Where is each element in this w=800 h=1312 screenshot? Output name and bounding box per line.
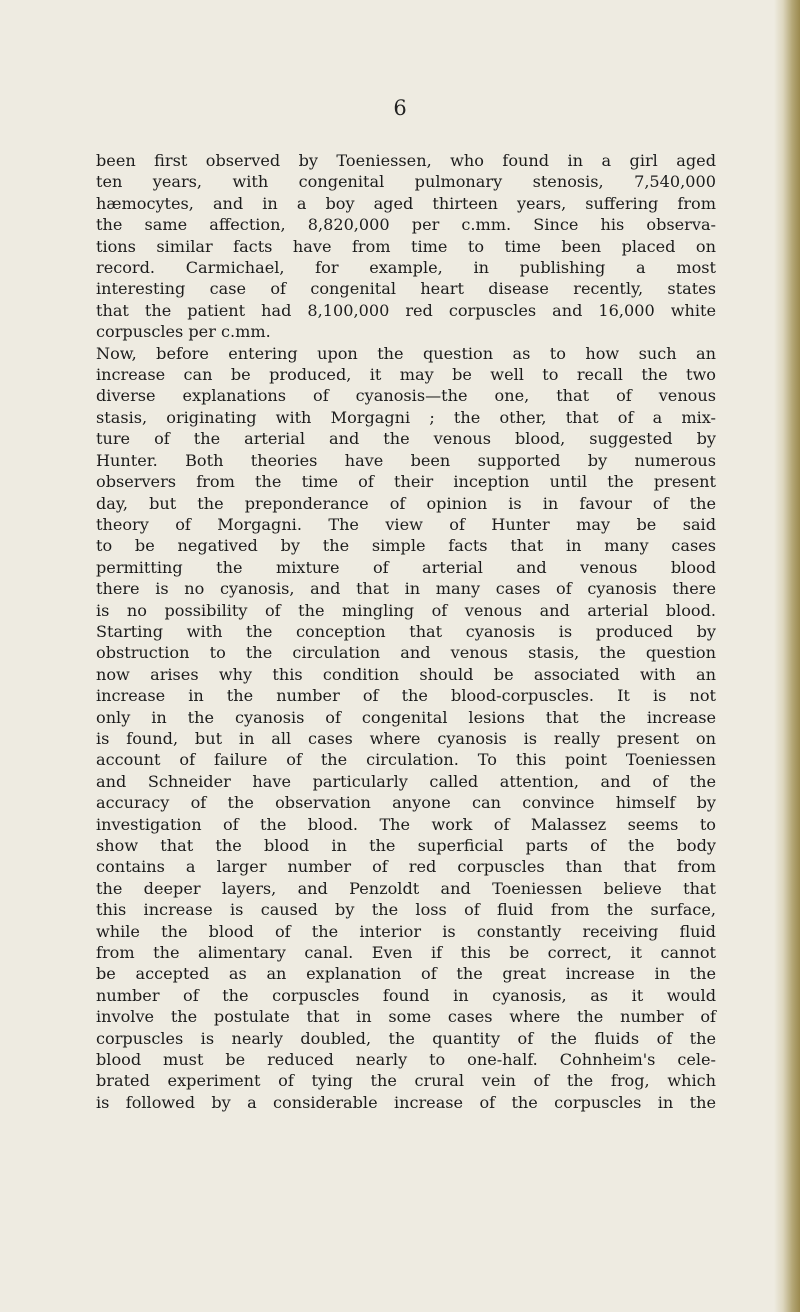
text-line: theory of Morgagni. The view of Hunter may be said xyxy=(96,514,716,534)
text-line: Hunter. Both theories have been supported by numerous xyxy=(96,450,716,470)
text-line: ten years, with congenital pulmonary stenosis, 7,540,000 xyxy=(96,172,716,192)
text-line: is followed by a considerable increase of the corpuscles in the xyxy=(96,1092,716,1112)
text-line: while the blood of the interior is constantly receiving fluid xyxy=(96,921,716,941)
text-line: is no possibility of the mingling of venous and arterial blood. xyxy=(96,600,716,620)
text-line: show that the blood in the superficial parts of the body xyxy=(96,836,716,855)
text-line: the deeper layers, and Penzoldt and Toeniessen believe that xyxy=(96,878,716,898)
text-line: involve the postulate that in some cases where the number of xyxy=(96,1007,716,1027)
text-line: the same affection, 8,820,000 per c.mm. Since his observa- xyxy=(96,215,716,235)
text-line: is found, but in all cases where cyanosis is really present on xyxy=(96,728,716,748)
text-line: account of failure of the circulation. To this point Toeniessen xyxy=(96,750,716,770)
text-line: increase can be produced, it may be well to recall the two xyxy=(96,365,716,385)
text-line: interesting case of congenital heart disease recently, states xyxy=(96,279,716,299)
text-line: there is no cyanosis, and that in many cases of cyanosis there xyxy=(96,579,716,599)
text-line: tions similar facts have from time to time been placed on xyxy=(96,236,716,256)
text-line: stasis, originating with Morgagni ; the other, that of a mix- xyxy=(96,407,716,427)
text-line: to be negatived by the simple facts that in many cases xyxy=(96,536,716,556)
text-line: investigation of the blood. The work of Malassez seems to xyxy=(96,814,716,834)
text-line: Starting with the conception that cyanosis is produced by xyxy=(96,621,716,641)
text-line: day, but the preponderance of opinion is in favour of the xyxy=(96,493,716,513)
text-line: now arises why this condition should be associated with an xyxy=(96,664,716,684)
page-edge-shadow xyxy=(774,0,800,1312)
text-line: number of the corpuscles found in cyanosis, as it would xyxy=(96,985,716,1005)
text-line: corpuscles per c.mm. xyxy=(96,322,271,342)
text-line: obstruction to the circulation and venous stasis, the question xyxy=(96,643,716,663)
body-text xyxy=(96,150,716,1113)
text-line: hæmocytes, and in a boy aged thirteen years, suffering from xyxy=(96,193,716,213)
text-line: been first observed by Toeniessen, who found in a girl aged xyxy=(96,151,716,170)
text-line: corpuscles is nearly doubled, the quantity of the fluids of the xyxy=(96,1028,716,1048)
text-line: that the patient had 8,100,000 red corpuscles and 16,000 white xyxy=(96,300,716,320)
text-line: blood must be reduced nearly to one-half. Cohnheim's cele- xyxy=(96,1050,716,1070)
text-line: from the alimentary canal. Even if this be correct, it cannot xyxy=(96,943,716,963)
text-line: increase in the number of the blood-corpuscles. It is not xyxy=(96,686,716,706)
text-line: and Schneider have particularly called attention, and of the xyxy=(96,771,716,791)
text-line: only in the cyanosis of congenital lesions that the increase xyxy=(96,707,716,727)
text-line: be accepted as an explanation of the great increase in the xyxy=(96,964,716,984)
text-line: ture of the arterial and the venous blood, suggested by xyxy=(96,429,716,449)
text-line: contains a larger number of red corpuscles than that from xyxy=(96,857,716,877)
page-number: 6 xyxy=(393,96,407,120)
text-line: Now, before entering upon the question as to how such an xyxy=(96,343,716,363)
text-line: accuracy of the observation anyone can convince himself by xyxy=(96,793,716,813)
text-line: record. Carmichael, for example, in publishing a most xyxy=(96,258,716,278)
text-line: this increase is caused by the loss of fluid from the surface, xyxy=(96,900,716,920)
text-line: observers from the time of their inception until the present xyxy=(96,472,716,492)
text-line: permitting the mixture of arterial and venous blood xyxy=(96,557,716,577)
text-line: diverse explanations of cyanosis—the one, that of venous xyxy=(96,386,716,406)
text-line: brated experiment of tying the crural vein of the frog, which xyxy=(96,1071,716,1091)
